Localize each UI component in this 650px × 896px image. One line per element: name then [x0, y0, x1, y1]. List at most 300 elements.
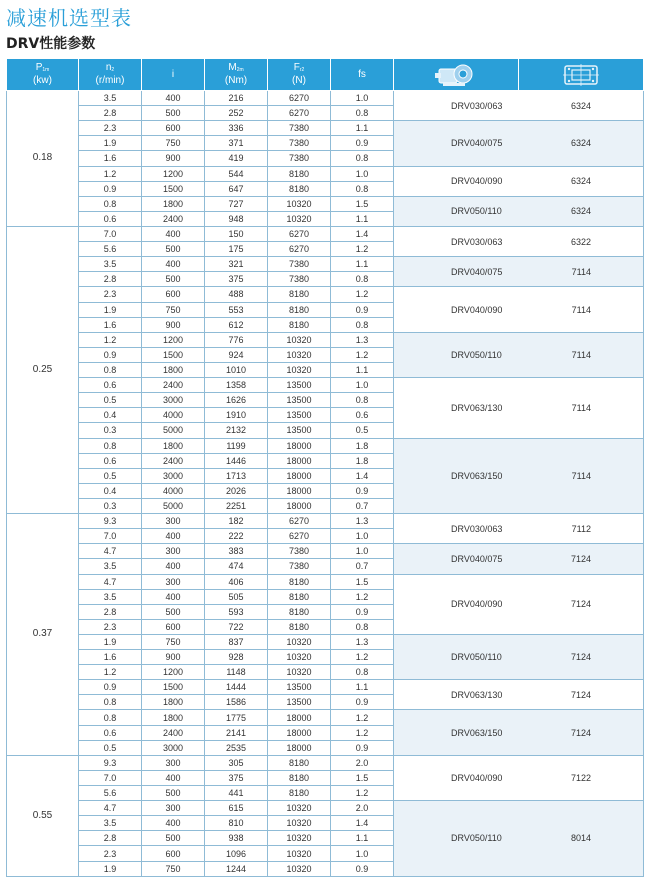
speed-cell: 0.9 [79, 347, 142, 362]
radial-load-cell: 8180 [268, 317, 331, 332]
header-radial-load: $F_{r2}$ (N) [268, 59, 331, 91]
radial-load-cell: 8180 [268, 589, 331, 604]
model-cell [394, 332, 644, 377]
motor-code: 7114 [571, 470, 591, 481]
ratio-cell: 3000 [142, 468, 205, 483]
radial-load-cell: 6270 [268, 529, 331, 544]
model-cell [394, 438, 644, 514]
header-service-factor: fs [331, 59, 394, 91]
service-factor-cell: 1.1 [331, 121, 394, 136]
service-factor-cell: 1.3 [331, 634, 394, 649]
service-factor-cell: 1.0 [331, 846, 394, 861]
service-factor-cell: 1.2 [331, 347, 394, 362]
service-factor-cell: 0.8 [331, 619, 394, 634]
torque-cell: 383 [205, 544, 268, 559]
model-cell [394, 680, 644, 710]
speed-cell: 1.6 [79, 317, 142, 332]
speed-cell: 0.3 [79, 498, 142, 513]
torque-cell: 924 [205, 347, 268, 362]
speed-cell: 9.3 [79, 755, 142, 770]
radial-load-cell: 8180 [268, 604, 331, 619]
radial-load-cell: 10320 [268, 362, 331, 377]
ratio-cell: 300 [142, 801, 205, 816]
speed-cell: 2.8 [79, 604, 142, 619]
torque-cell: 2535 [205, 740, 268, 755]
radial-load-cell: 8180 [268, 786, 331, 801]
model-name: DRV040/075 [451, 553, 503, 564]
ratio-cell: 2400 [142, 211, 205, 226]
selection-table [6, 58, 644, 877]
header-output-speed: $n_2$ (r/min) [79, 59, 142, 91]
torque-cell: 2026 [205, 483, 268, 498]
model-cell [394, 634, 644, 679]
torque-cell: 1199 [205, 438, 268, 453]
radial-load-cell: 7380 [268, 559, 331, 574]
service-factor-cell: 1.5 [331, 770, 394, 785]
motor-code: 7124 [570, 652, 591, 663]
model-cell [394, 121, 644, 166]
torque-cell: 1444 [205, 680, 268, 695]
service-factor-cell: 1.2 [331, 786, 394, 801]
service-factor-cell: 0.7 [331, 498, 394, 513]
speed-cell: 2.3 [79, 121, 142, 136]
model-name: DRV040/090 [451, 176, 503, 187]
radial-load-cell: 18000 [268, 453, 331, 468]
speed-cell: 0.6 [79, 378, 142, 393]
table-row [7, 166, 644, 181]
speed-cell: 1.9 [79, 634, 142, 649]
service-factor-cell: 1.2 [331, 242, 394, 257]
model-name: DRV040/090 [451, 772, 503, 783]
motor-code: 7124 [570, 727, 591, 738]
ratio-cell: 500 [142, 831, 205, 846]
service-factor-cell: 1.4 [331, 816, 394, 831]
torque-cell: 505 [205, 589, 268, 604]
torque-cell: 305 [205, 755, 268, 770]
speed-cell: 5.6 [79, 786, 142, 801]
ratio-cell: 2400 [142, 725, 205, 740]
ratio-cell: 750 [142, 302, 205, 317]
service-factor-cell: 1.0 [331, 378, 394, 393]
ratio-cell: 300 [142, 514, 205, 529]
motor-code: 7114 [571, 266, 591, 277]
ratio-cell: 600 [142, 846, 205, 861]
radial-load-cell: 10320 [268, 650, 331, 665]
motor-code: 7112 [571, 523, 591, 534]
radial-load-cell: 7380 [268, 257, 331, 272]
model-name: DRV030/063 [451, 100, 503, 111]
ratio-cell: 2400 [142, 378, 205, 393]
service-factor-cell: 1.1 [331, 362, 394, 377]
ratio-cell: 400 [142, 589, 205, 604]
torque-cell: 928 [205, 650, 268, 665]
speed-cell: 9.3 [79, 514, 142, 529]
radial-load-cell: 6270 [268, 106, 331, 121]
model-cell [394, 801, 644, 877]
ratio-cell: 3000 [142, 740, 205, 755]
table-row [7, 574, 644, 589]
service-factor-cell: 1.1 [331, 831, 394, 846]
power-cell: 0.25 [7, 226, 79, 513]
model-cell [394, 755, 644, 800]
model-cell [394, 226, 644, 256]
radial-load-cell: 13500 [268, 680, 331, 695]
radial-load-cell: 18000 [268, 710, 331, 725]
speed-cell: 0.6 [79, 453, 142, 468]
ratio-cell: 1800 [142, 196, 205, 211]
radial-load-cell: 8180 [268, 755, 331, 770]
model-name: DRV050/110 [451, 833, 502, 844]
service-factor-cell: 1.4 [331, 226, 394, 241]
speed-cell: 0.8 [79, 362, 142, 377]
motor-code: 6324 [570, 100, 591, 111]
service-factor-cell: 0.9 [331, 861, 394, 876]
torque-cell: 1148 [205, 665, 268, 680]
speed-cell: 3.5 [79, 559, 142, 574]
table-row [7, 544, 644, 559]
table-row [7, 710, 644, 725]
speed-cell: 3.5 [79, 91, 142, 106]
service-factor-cell: 1.2 [331, 725, 394, 740]
table-row [7, 196, 644, 211]
service-factor-cell: 0.9 [331, 604, 394, 619]
table-row [7, 257, 644, 272]
torque-cell: 647 [205, 181, 268, 196]
torque-cell: 722 [205, 619, 268, 634]
service-factor-cell: 1.5 [331, 574, 394, 589]
torque-cell: 1910 [205, 408, 268, 423]
radial-load-cell: 10320 [268, 831, 331, 846]
model-name: DRV040/090 [451, 599, 503, 610]
speed-cell: 0.8 [79, 438, 142, 453]
ratio-cell: 750 [142, 634, 205, 649]
radial-load-cell: 8180 [268, 181, 331, 196]
radial-load-cell: 8180 [268, 619, 331, 634]
radial-load-cell: 10320 [268, 816, 331, 831]
service-factor-cell: 0.7 [331, 559, 394, 574]
model-cell [394, 166, 644, 196]
torque-cell: 593 [205, 604, 268, 619]
radial-load-cell: 7380 [268, 544, 331, 559]
torque-cell: 488 [205, 287, 268, 302]
radial-load-cell: 8180 [268, 770, 331, 785]
radial-load-cell: 8180 [268, 574, 331, 589]
torque-cell: 182 [205, 514, 268, 529]
speed-cell: 5.6 [79, 242, 142, 257]
radial-load-cell: 10320 [268, 801, 331, 816]
model-name: DRV030/063 [451, 523, 503, 534]
table-row [7, 755, 644, 770]
service-factor-cell: 1.2 [331, 589, 394, 604]
ratio-cell: 5000 [142, 423, 205, 438]
header-torque: $M_{2m}$ (Nm) [205, 59, 268, 91]
table-row [7, 514, 644, 529]
radial-load-cell: 13500 [268, 393, 331, 408]
page-title: 减速机选型表 [6, 6, 132, 30]
service-factor-cell: 0.5 [331, 423, 394, 438]
radial-load-cell: 10320 [268, 665, 331, 680]
speed-cell: 4.7 [79, 801, 142, 816]
service-factor-cell: 2.0 [331, 755, 394, 770]
model-name: DRV030/063 [451, 236, 503, 247]
ratio-cell: 4000 [142, 408, 205, 423]
radial-load-cell: 10320 [268, 332, 331, 347]
torque-cell: 216 [205, 91, 268, 106]
torque-cell: 1096 [205, 846, 268, 861]
speed-cell: 4.7 [79, 544, 142, 559]
model-name: DRV050/110 [451, 349, 502, 360]
speed-cell: 2.3 [79, 846, 142, 861]
model-cell [394, 710, 644, 755]
header-ratio: i [142, 59, 205, 91]
speed-cell: 0.9 [79, 680, 142, 695]
speed-cell: 7.0 [79, 226, 142, 241]
torque-cell: 419 [205, 151, 268, 166]
speed-cell: 2.8 [79, 831, 142, 846]
service-factor-cell: 1.8 [331, 453, 394, 468]
motor-code: 8014 [570, 833, 591, 844]
motor-code: 6324 [570, 138, 591, 149]
torque-cell: 371 [205, 136, 268, 151]
torque-cell: 1626 [205, 393, 268, 408]
model-cell [394, 544, 644, 574]
torque-cell: 222 [205, 529, 268, 544]
radial-load-cell: 13500 [268, 408, 331, 423]
service-factor-cell: 1.0 [331, 544, 394, 559]
model-cell [394, 91, 644, 121]
speed-cell: 2.3 [79, 619, 142, 634]
torque-cell: 406 [205, 574, 268, 589]
torque-cell: 1713 [205, 468, 268, 483]
radial-load-cell: 6270 [268, 242, 331, 257]
model-name: DRV063/150 [451, 727, 503, 738]
model-cell [394, 287, 644, 332]
motor-code: 7114 [571, 304, 591, 315]
table-row [7, 287, 644, 302]
model-name: DRV063/130 [451, 402, 503, 413]
torque-cell: 441 [205, 786, 268, 801]
radial-load-cell: 7380 [268, 136, 331, 151]
speed-cell: 0.5 [79, 468, 142, 483]
table-row [7, 438, 644, 453]
table-row [7, 121, 644, 136]
service-factor-cell: 0.9 [331, 695, 394, 710]
ratio-cell: 400 [142, 257, 205, 272]
ratio-cell: 1800 [142, 438, 205, 453]
motor-code: 7124 [570, 553, 591, 564]
speed-cell: 0.5 [79, 740, 142, 755]
model-name: DRV050/110 [451, 652, 502, 663]
speed-cell: 3.5 [79, 589, 142, 604]
torque-cell: 948 [205, 211, 268, 226]
header-row [7, 59, 644, 91]
motor-flange-icon [519, 59, 644, 91]
ratio-cell: 400 [142, 529, 205, 544]
ratio-cell: 1500 [142, 181, 205, 196]
torque-cell: 1244 [205, 861, 268, 876]
motor-code: 7114 [571, 402, 591, 413]
torque-cell: 1010 [205, 362, 268, 377]
ratio-cell: 5000 [142, 498, 205, 513]
ratio-cell: 2400 [142, 453, 205, 468]
torque-cell: 252 [205, 106, 268, 121]
service-factor-cell: 2.0 [331, 801, 394, 816]
radial-load-cell: 18000 [268, 740, 331, 755]
radial-load-cell: 18000 [268, 498, 331, 513]
torque-cell: 553 [205, 302, 268, 317]
speed-cell: 3.5 [79, 257, 142, 272]
ratio-cell: 600 [142, 619, 205, 634]
torque-cell: 615 [205, 801, 268, 816]
torque-cell: 612 [205, 317, 268, 332]
service-factor-cell: 1.1 [331, 680, 394, 695]
ratio-cell: 500 [142, 272, 205, 287]
service-factor-cell: 0.8 [331, 151, 394, 166]
service-factor-cell: 1.0 [331, 91, 394, 106]
speed-cell: 0.9 [79, 181, 142, 196]
speed-cell: 1.9 [79, 136, 142, 151]
ratio-cell: 300 [142, 755, 205, 770]
service-factor-cell: 0.8 [331, 317, 394, 332]
service-factor-cell: 0.8 [331, 106, 394, 121]
radial-load-cell: 18000 [268, 483, 331, 498]
torque-cell: 837 [205, 634, 268, 649]
ratio-cell: 900 [142, 317, 205, 332]
model-name: DRV040/075 [451, 138, 503, 149]
ratio-cell: 400 [142, 559, 205, 574]
speed-cell: 0.4 [79, 408, 142, 423]
torque-cell: 2141 [205, 725, 268, 740]
ratio-cell: 3000 [142, 393, 205, 408]
torque-cell: 938 [205, 831, 268, 846]
speed-cell: 4.7 [79, 574, 142, 589]
service-factor-cell: 1.2 [331, 650, 394, 665]
ratio-cell: 600 [142, 287, 205, 302]
table-row [7, 332, 644, 347]
service-factor-cell: 1.8 [331, 438, 394, 453]
speed-cell: 7.0 [79, 529, 142, 544]
radial-load-cell: 7380 [268, 121, 331, 136]
table-row [7, 680, 644, 695]
speed-cell: 2.3 [79, 287, 142, 302]
speed-cell: 1.6 [79, 151, 142, 166]
radial-load-cell: 7380 [268, 272, 331, 287]
speed-cell: 0.6 [79, 211, 142, 226]
power-cell: 0.18 [7, 91, 79, 227]
speed-cell: 3.5 [79, 816, 142, 831]
service-factor-cell: 1.5 [331, 196, 394, 211]
torque-cell: 1586 [205, 695, 268, 710]
torque-cell: 474 [205, 559, 268, 574]
torque-cell: 727 [205, 196, 268, 211]
radial-load-cell: 8180 [268, 166, 331, 181]
service-factor-cell: 1.4 [331, 468, 394, 483]
ratio-cell: 500 [142, 242, 205, 257]
radial-load-cell: 10320 [268, 861, 331, 876]
service-factor-cell: 0.9 [331, 136, 394, 151]
torque-cell: 1446 [205, 453, 268, 468]
speed-cell: 7.0 [79, 770, 142, 785]
ratio-cell: 1200 [142, 166, 205, 181]
torque-cell: 776 [205, 332, 268, 347]
ratio-cell: 300 [142, 544, 205, 559]
service-factor-cell: 0.6 [331, 408, 394, 423]
radial-load-cell: 10320 [268, 211, 331, 226]
ratio-cell: 900 [142, 650, 205, 665]
ratio-cell: 750 [142, 861, 205, 876]
ratio-cell: 1200 [142, 665, 205, 680]
motor-code: 6324 [570, 206, 591, 217]
model-name: DRV063/150 [451, 470, 503, 481]
torque-cell: 2132 [205, 423, 268, 438]
radial-load-cell: 8180 [268, 287, 331, 302]
model-cell [394, 257, 644, 287]
service-factor-cell: 1.3 [331, 332, 394, 347]
ratio-cell: 400 [142, 91, 205, 106]
model-cell [394, 378, 644, 438]
service-factor-cell: 1.0 [331, 166, 394, 181]
radial-load-cell: 18000 [268, 438, 331, 453]
service-factor-cell: 1.2 [331, 287, 394, 302]
service-factor-cell: 0.9 [331, 483, 394, 498]
ratio-cell: 400 [142, 816, 205, 831]
ratio-cell: 300 [142, 574, 205, 589]
ratio-cell: 500 [142, 786, 205, 801]
speed-cell: 2.8 [79, 106, 142, 121]
ratio-cell: 900 [142, 151, 205, 166]
header-power: $P_{1m}$ (kw) [7, 59, 79, 91]
torque-cell: 2251 [205, 498, 268, 513]
ratio-cell: 1800 [142, 695, 205, 710]
model-name: DRV040/090 [451, 304, 503, 315]
ratio-cell: 1200 [142, 332, 205, 347]
service-factor-cell: 1.1 [331, 211, 394, 226]
speed-cell: 0.3 [79, 423, 142, 438]
speed-cell: 0.4 [79, 483, 142, 498]
table-row [7, 378, 644, 393]
model-name: DRV050/110 [451, 206, 502, 217]
radial-load-cell: 6270 [268, 514, 331, 529]
torque-cell: 375 [205, 272, 268, 287]
radial-load-cell: 10320 [268, 347, 331, 362]
radial-load-cell: 10320 [268, 634, 331, 649]
torque-cell: 1358 [205, 378, 268, 393]
ratio-cell: 1800 [142, 362, 205, 377]
table-row [7, 801, 644, 816]
ratio-cell: 500 [142, 604, 205, 619]
torque-cell: 375 [205, 770, 268, 785]
radial-load-cell: 13500 [268, 378, 331, 393]
radial-load-cell: 18000 [268, 725, 331, 740]
service-factor-cell: 1.0 [331, 529, 394, 544]
gear-reducer-icon [394, 59, 519, 91]
ratio-cell: 1800 [142, 710, 205, 725]
radial-load-cell: 13500 [268, 695, 331, 710]
service-factor-cell: 1.1 [331, 257, 394, 272]
radial-load-cell: 8180 [268, 302, 331, 317]
power-cell: 0.55 [7, 755, 79, 876]
model-cell [394, 196, 644, 226]
table-row [7, 91, 644, 106]
ratio-cell: 1500 [142, 680, 205, 695]
page-subtitle: DRV性能参数 [6, 36, 96, 52]
motor-code: 7122 [570, 772, 591, 783]
ratio-cell: 1500 [142, 347, 205, 362]
service-factor-cell: 1.3 [331, 514, 394, 529]
torque-cell: 544 [205, 166, 268, 181]
ratio-cell: 600 [142, 121, 205, 136]
ratio-cell: 500 [142, 106, 205, 121]
